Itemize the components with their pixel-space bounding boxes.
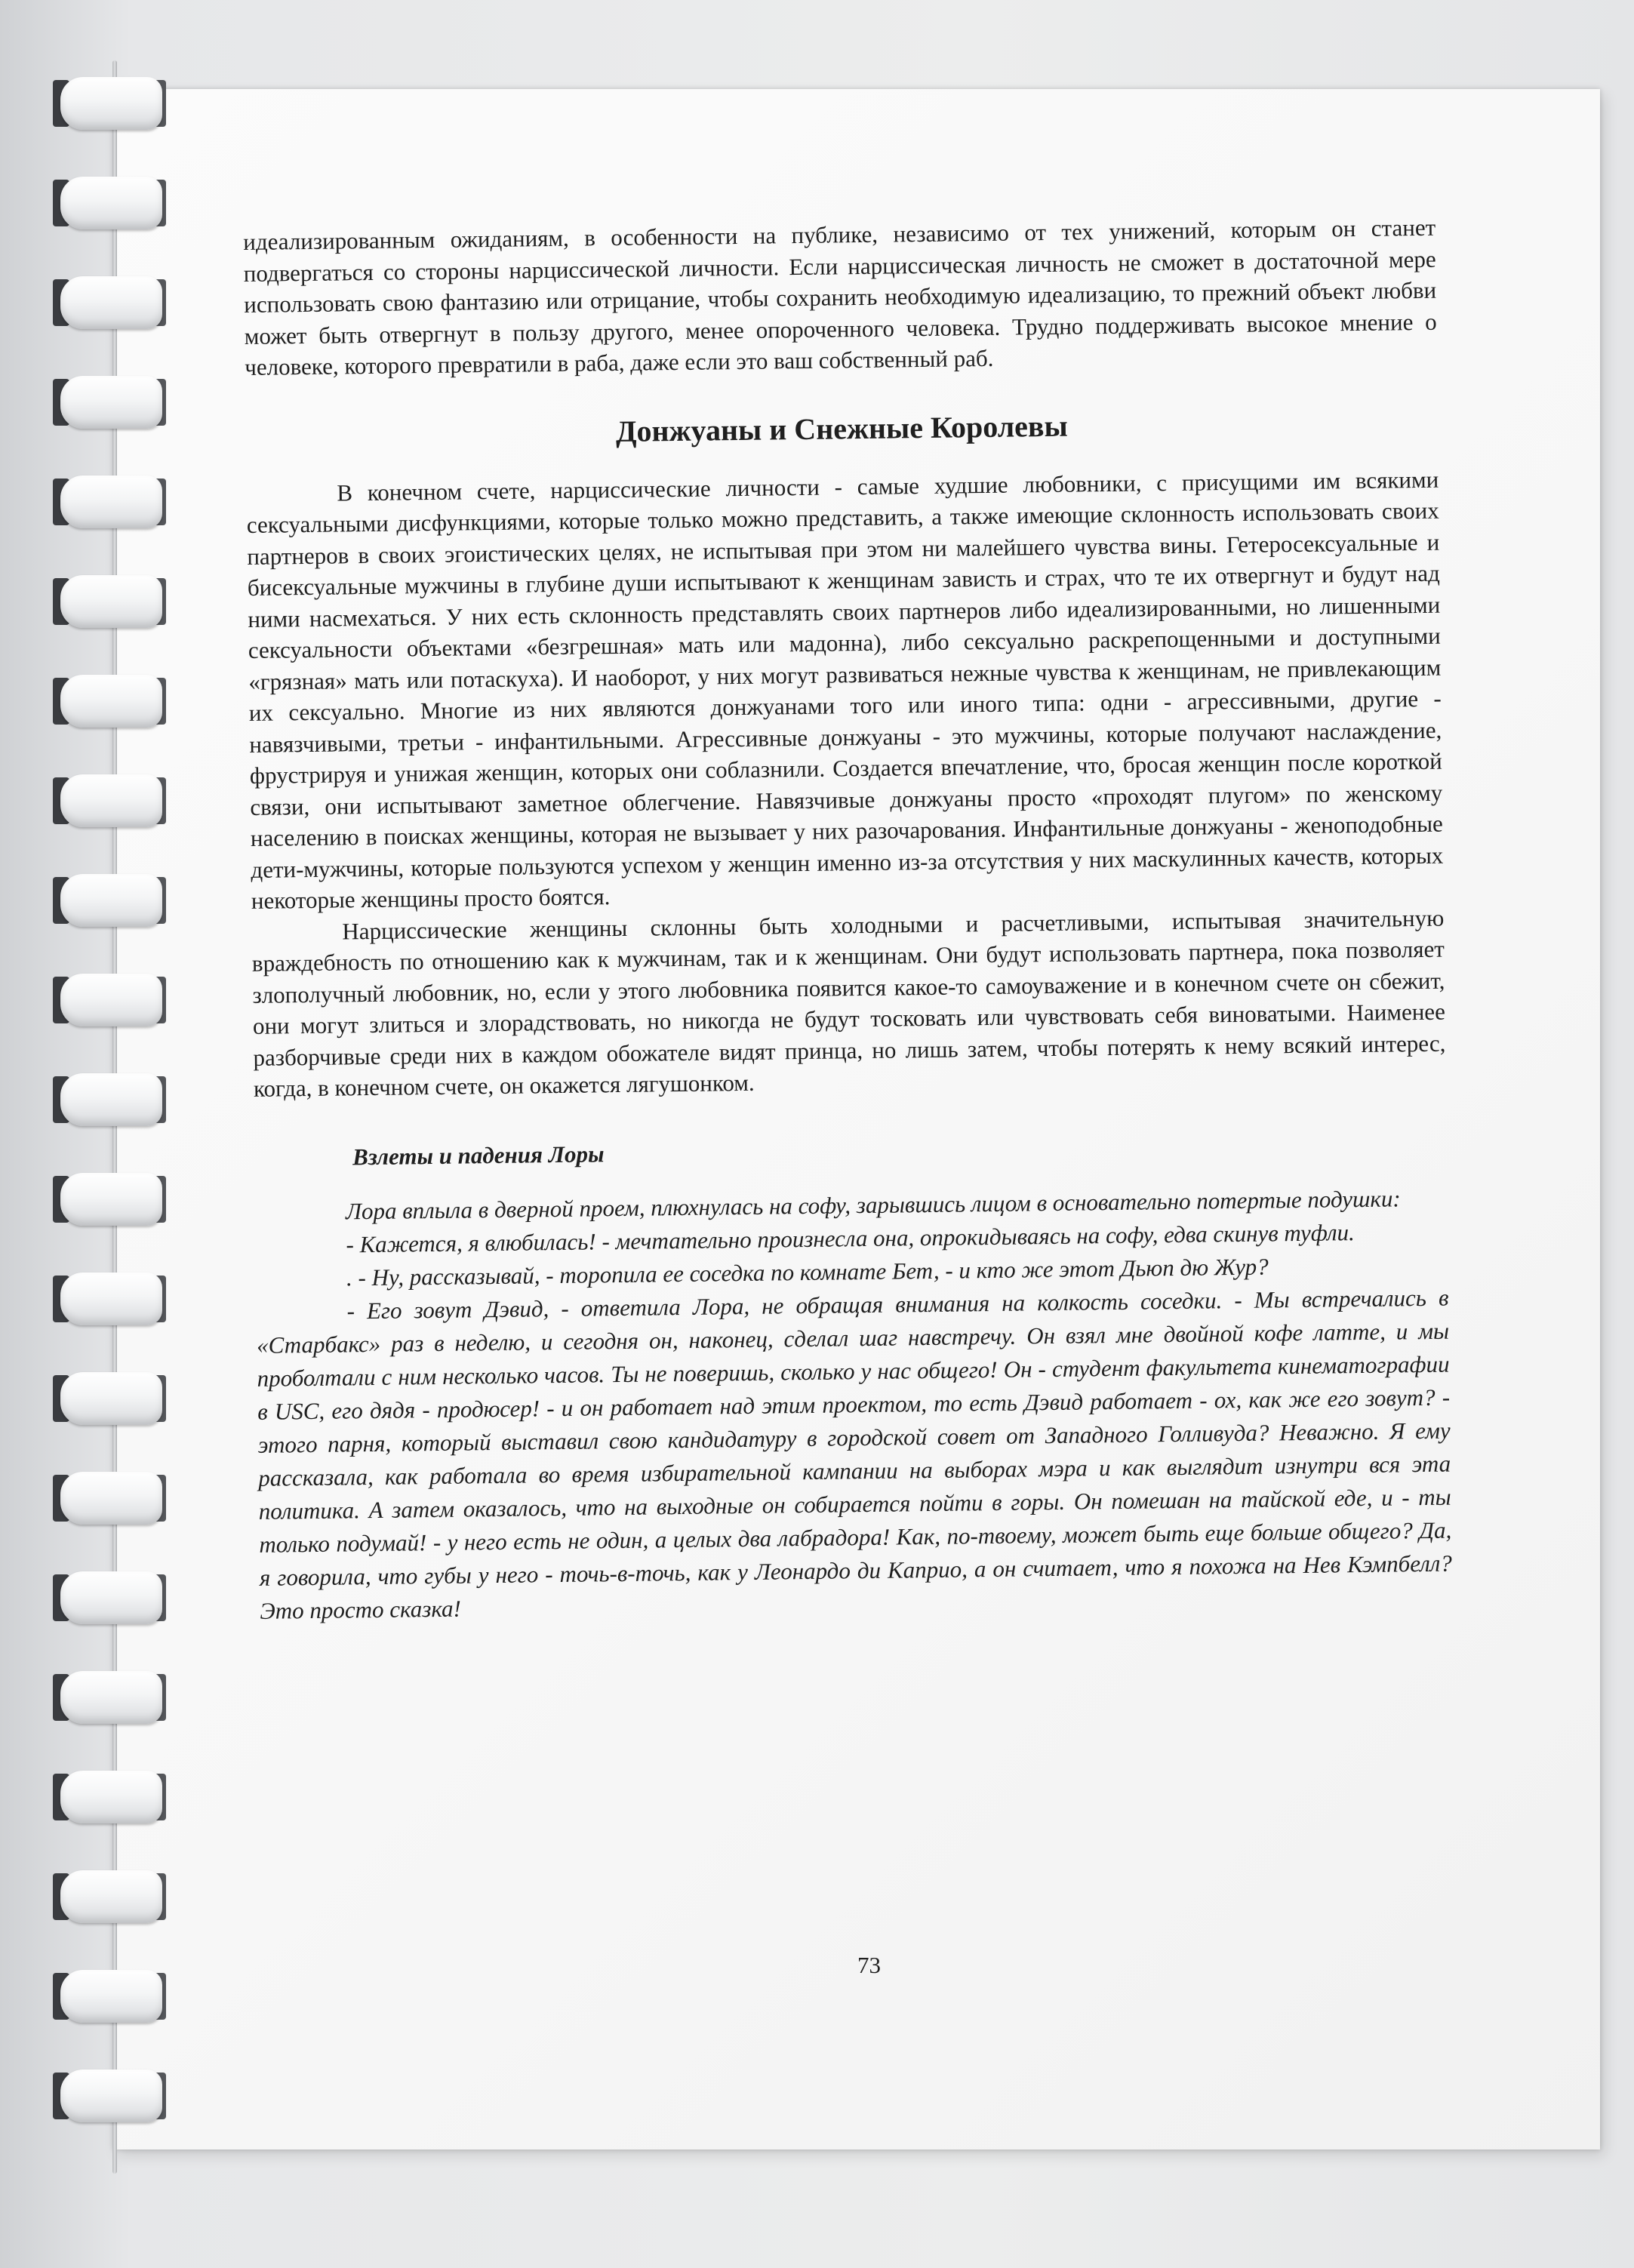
binding-ring — [53, 74, 166, 133]
binding-ring — [53, 572, 166, 631]
binding-ring — [53, 1568, 166, 1627]
binding-ring — [53, 373, 166, 432]
binding-ring — [53, 472, 166, 531]
binding-ring — [53, 1768, 166, 1826]
intro-paragraph: идеализированным ожиданиям, в особенности на публике, независимо от тех унижений, которым он станет подвергаться со стороны нарциссической личности. Если нарциссическая личность не сможет в достаточной мере использовать свою фантазию или отрицание, чтобы сохранить необходимую идеализацию, то прежний объект любви может быть отвергнут в пользу другого, менее опороченного человека. Трудно поддерживать высокое мнение о человеке, которого превратили в раба, даже если это ваш собственный раб. — [243, 214, 1437, 380]
page-number: 73 — [857, 1952, 881, 1978]
story-block — [255, 1182, 1453, 1628]
spiral-binding — [39, 60, 190, 2174]
binding-ring — [53, 2066, 166, 2125]
story-subheading: Взлеты и падения Лоры — [352, 1140, 605, 1170]
binding-ring — [53, 871, 166, 930]
section-paragraph: В конечном счете, нарциссические личности - самые худшие любовники, с присущими им всякими сексуальными дисфункциями, которые только можно представить, а также имеющие склонность использовать своих партнеров в своих эгоистических целях, не испытывая при этом ни малейшего чувства вины. Гетеросексуальные и бисексуальные мужчины в глубине души испытывают к женщинам зависть и страх, что те их отвергнут и будут над ними насмехаться. У них есть склонность представлять своих партнеров либо идеализированными, но лишенными сексуальности объектами «безгрешная» мать или мадонна), либо сексуально раскрепощенными и доступными «грязная» мать или потаскуха). И наоборот, у них могут развиваться нежные чувства к женщинам, не привлекающим их сексуально. Многие из них являются донжуанами того или иного типа: одни - агрессивными, другие - навязчивыми, третьи - инфантильными. Агрессивные донжуаны - это мужчины, которые получают наслаждение, фрустрируя и унижая женщин, которых они соблазнили. Создается впечатление, что, бросая женщин после короткой связи, они испытывают заметное облегчение. Навязчивые донжуаны просто «проходят плугом» по женскому населению в поисках женщины, которая не вызывает у них разочарования. Инфантильные донжуаны - женоподобные дети-мужчины, которые пользуются успехом у женщин именно из-за отсутствия у них маскулинных качеств, которых некоторые женщины просто боятся. — [246, 466, 1444, 914]
binding-ring — [53, 1668, 166, 1727]
binding-ring — [53, 1269, 166, 1328]
story-paragraph: - Кажется, я влюбилась! - мечтательно произнесла она, опрокидываясь на софу, едва скинув туфли. — [346, 1219, 1356, 1258]
page-text — [243, 212, 1453, 1628]
binding-ring — [53, 971, 166, 1029]
binding-ring — [53, 1070, 166, 1129]
binding-ring — [53, 672, 166, 731]
binding-ring — [53, 1967, 166, 2026]
story-paragraph: . - Ну, рассказывай, - торопила ее соседка по комнате Бет, - и кто же этот Дьюп дю Жур? — [346, 1253, 1269, 1291]
binding-ring — [53, 273, 166, 332]
binding-ring — [53, 1867, 166, 1926]
binding-ring — [53, 1369, 166, 1428]
section-paragraph: Нарциссические женщины склонны быть холодными и расчетливыми, испытывая значительную враждебность по отношению как к мужчинам, так и к женщинам. Они будут использовать партнера, пока позволяет злополучный любовник, но, если у этого любовника появится какое-то самоуважение и в конечном счете он сбежит, они могут злиться и злорадствовать, но никогда не будут тосковать или чувствовать себя виноватыми. Наименее разборчивые среди них в каждом обожателе видят принца, но лишь затем, чтобы потерять к нему всякий интерес, когда, в конечном счете, он окажется лягушонком. — [251, 904, 1446, 1102]
section-heading: Донжуаны и Снежные Королевы — [615, 408, 1068, 448]
binding-ring — [53, 174, 166, 232]
binding-ring — [53, 1170, 166, 1229]
binding-ring — [53, 1469, 166, 1528]
binding-ring — [53, 771, 166, 830]
story-paragraph: Лора вплыла в дверной проем, плюхнулась на софу, зарывшись лицом в основательно потертые подушки: — [345, 1185, 1401, 1225]
story-paragraph: - Его зовут Дэвид, - ответила Лора, не обращая внимания на колкость соседки. - Мы встречались в «Старбакс» раз в неделю, и сегодня он, наконец, сделал шаг навстречу. Он взял мне двойной кофе латте, и мы проболтали с ним несколько часов. Ты не поверишь, сколько у нас общего! Он - студент факультета кинематографии в USC, его дядя - продюсер! - и он работает над этим проектом, то есть Дэвид работает - ох, как же его зовут? - этого парня, который выставил свою кандидатуру в городской совет от Западного Голливуда? Неважно. Я ему рассказала, как работала во время избирательной кампании на выборах мэра и как выглядит изнутри вся эта политика. А затем оказалось, что на выходные он собирается пойти в горы. Он помешан на тайской еде, и - ты только подумай! - у него есть не один, а целых два лабрадора! Как, по-твоему, может быть еще больше общего? Да, я говорила, что губы у него - точь-в-точь, как у Леонардо ди Каприо, а он считает, что я похожа на Нев Кэмпбелл? Это просто сказка! — [256, 1284, 1452, 1624]
